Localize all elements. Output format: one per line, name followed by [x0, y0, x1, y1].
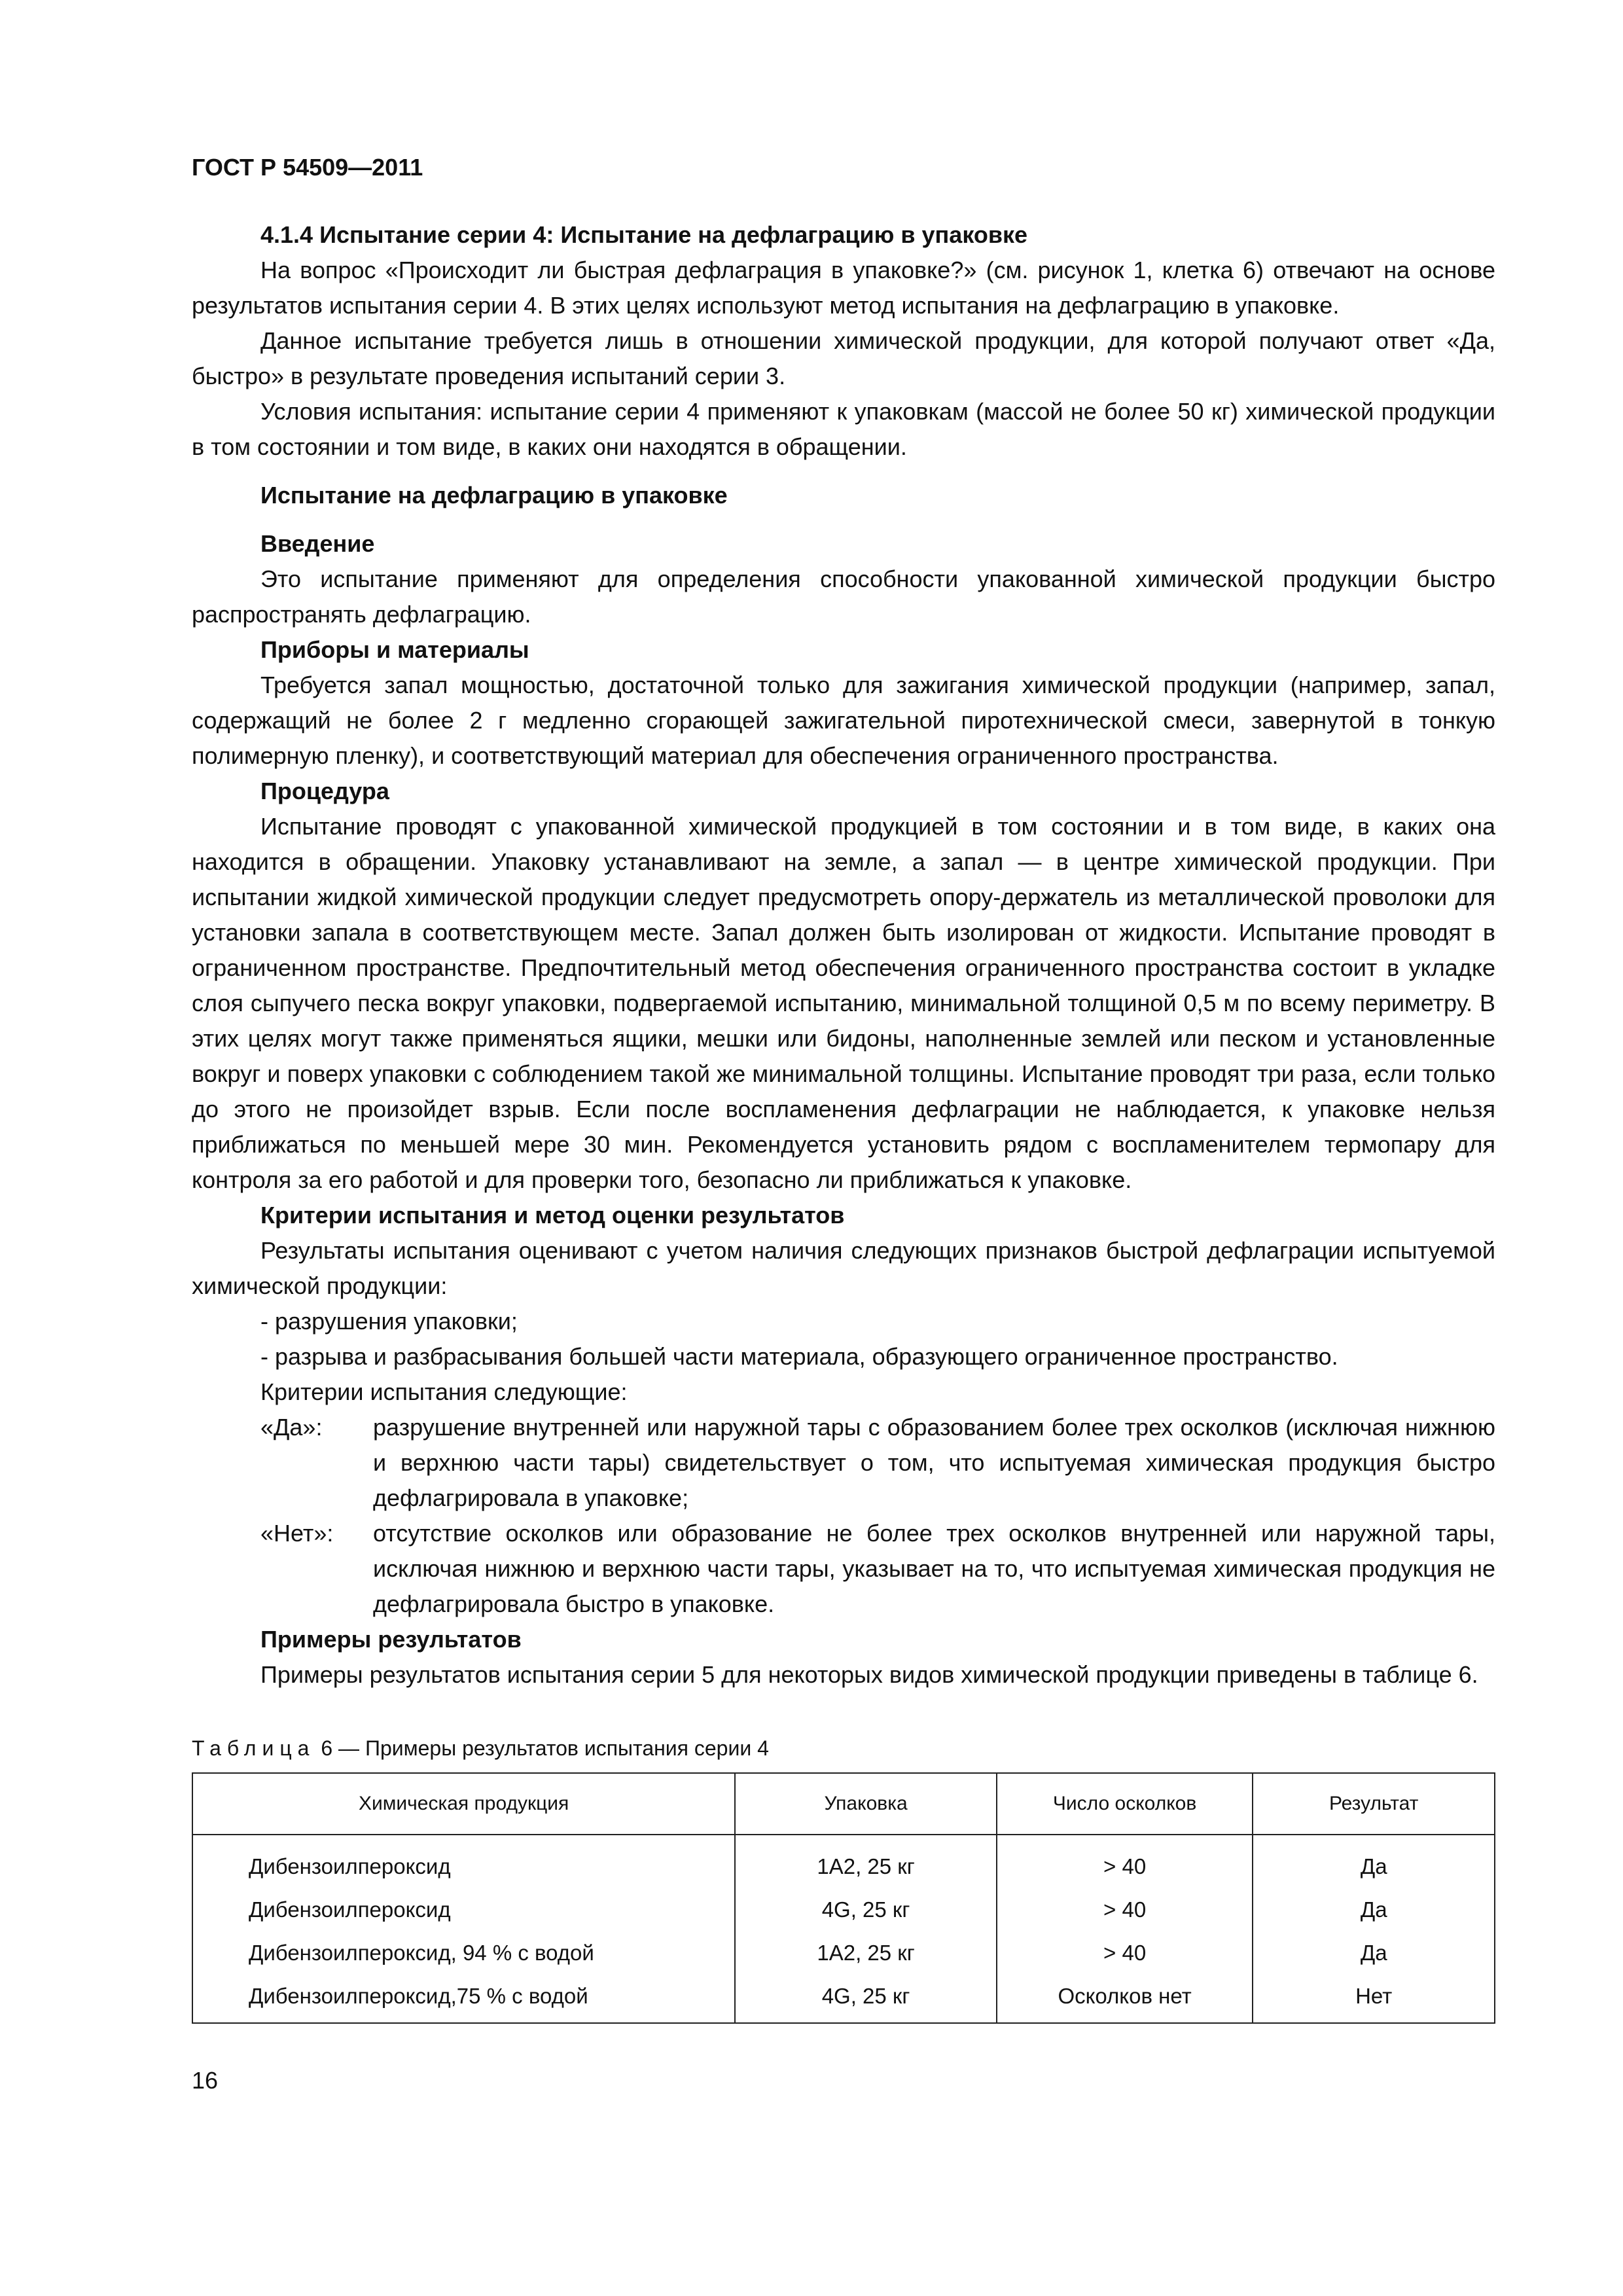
- criteria-intro: Критерии испытания следующие:: [260, 1378, 628, 1405]
- column-header-result: Результат: [1253, 1773, 1495, 1835]
- criterion-no: [260, 1516, 1495, 1622]
- criterion-yes-key: «Да»:: [260, 1414, 323, 1441]
- apparatus-text: Требуется запал мощностью, достаточной только для зажигания химической продукции (например, запал, содержащий не более 2 г медленно сгорающей зажигательной пиротехнической смеси, завернутой в тонкую полимерную пленку), и соответствующий материал для обеспечения ограниченного пространства.: [192, 672, 1495, 769]
- document-code: ГОСТ Р 54509—2011: [192, 154, 423, 181]
- cell-package: 4G, 25 кг: [735, 1975, 997, 2023]
- document-page: [192, 151, 1495, 2024]
- cell-product: Дибензоилпероксид: [192, 1888, 735, 1931]
- examples-heading: Примеры результатов: [260, 1626, 522, 1653]
- cell-result: Нет: [1253, 1975, 1495, 2023]
- criterion-no-key: «Нет»:: [260, 1520, 334, 1547]
- table-row: [192, 1975, 1495, 2023]
- criterion-yes-text: разрушение внутренней или наружной тары с образованием более трех осколков (исключая нижнюю и верхнюю части тары) свидетельствует о том, что испытуемая химическая продукция быстро дефлагрировала в упаковке;: [373, 1414, 1495, 1511]
- cell-fragments: > 40: [997, 1888, 1253, 1931]
- cell-result: Да: [1253, 1888, 1495, 1931]
- criterion-no-text: отсутствие осколков или образование не более трех осколков внутренней или наружной тары, исключая нижнюю и верхнюю части тары, указывает на то, что испытуемая химическая продукция не дефлагрировала быстро в упаковке.: [373, 1520, 1495, 1617]
- page-number: 16: [192, 2067, 219, 2094]
- criteria-list-item-1: - разрушения упаковки;: [260, 1308, 518, 1335]
- section-paragraph-1: На вопрос «Происходит ли быстрая дефлаграция в упаковке?» (см. рисунок 1, клетка 6) отвечают на основе результатов испытания серии 4. В этих целях используют метод испытания на дефлаграцию в упаковке.: [192, 257, 1495, 319]
- criteria-heading: Критерии испытания и метод оценки результатов: [260, 1202, 845, 1229]
- criterion-yes: [260, 1410, 1495, 1516]
- cell-result: Да: [1253, 1931, 1495, 1975]
- cell-result: Да: [1253, 1835, 1495, 1888]
- table-caption: [192, 1732, 1495, 1765]
- column-header-product: Химическая продукция: [192, 1773, 735, 1835]
- cell-product: Дибензоилпероксид: [192, 1835, 735, 1888]
- cell-package: 1А2, 25 кг: [735, 1931, 997, 1975]
- cell-product: Дибензоилпероксид,75 % с водой: [192, 1975, 735, 2023]
- table-caption-label: Таблица: [192, 1736, 315, 1760]
- criteria-text: Результаты испытания оценивают с учетом наличия следующих признаков быстрой дефлаграции испытуемой химической продукции:: [192, 1237, 1495, 1299]
- table-row: [192, 1931, 1495, 1975]
- cell-fragments: > 40: [997, 1835, 1253, 1888]
- column-header-package: Упаковка: [735, 1773, 997, 1835]
- intro-text: Это испытание применяют для определения способности упакованной химической продукции быстро распространять дефлаграцию.: [192, 565, 1495, 628]
- table-row: [192, 1835, 1495, 1888]
- apparatus-heading: Приборы и материалы: [260, 636, 529, 663]
- procedure-heading: Процедура: [260, 778, 389, 804]
- table-row: [192, 1888, 1495, 1931]
- cell-fragments: > 40: [997, 1931, 1253, 1975]
- section-paragraph-3: Условия испытания: испытание серии 4 применяют к упаковкам (массой не более 50 кг) химической продукции в том состоянии и том виде, в каких они находятся в обращении.: [192, 398, 1495, 460]
- section-title: 4.1.4 Испытание серии 4: Испытание на дефлаграцию в упаковке: [260, 221, 1028, 248]
- table-header-row: [192, 1773, 1495, 1835]
- table-caption-text: 6 — Примеры результатов испытания серии 4: [315, 1736, 769, 1760]
- results-table: [192, 1772, 1495, 2024]
- cell-package: 1А2, 25 кг: [735, 1835, 997, 1888]
- procedure-text: Испытание проводят с упакованной химической продукцией в том состоянии и в том виде, в каких она находится в обращении. Упаковку устанавливают на земле, а запал — в центре химической продукции. При испытании жидкой химической продукции следует предусмотреть опору-держатель из металлической проволоки для установки запала в соответствующем месте. Запал должен быть изолирован от жидкости. Испытание проводят в ограниченном пространстве. Предпочтительный метод обеспечения ограниченного пространства состоит в укладке слоя сыпучего песка вокруг упаковки, подвергаемой испытанию, минимальной толщиной 0,5 м по всему периметру. В этих целях могут также применяться ящики, мешки или бидоны, наполненные землей или песком и установленные вокруг и поверх упаковки с соблюдением такой же минимальной толщины. Испытание проводят три раза, если только до этого не произойдет взрыв. Если после воспламенения дефлаграции не наблюдается, к упаковке нельзя приближаться по меньшей мере 30 мин. Рекомендуется установить рядом с воспламенителем термопару для контроля за его работой и для проверки того, безопасно ли приближаться к упаковке.: [192, 813, 1495, 1193]
- cell-package: 4G, 25 кг: [735, 1888, 997, 1931]
- criteria-list-item-2: - разрыва и разбрасывания большей части материала, образующего ограниченное пространство.: [260, 1343, 1338, 1370]
- cell-fragments: Осколков нет: [997, 1975, 1253, 2023]
- examples-text: Примеры результатов испытания серии 5 для некоторых видов химической продукции приведены в таблице 6.: [260, 1661, 1478, 1688]
- column-header-fragments: Число осколков: [997, 1773, 1253, 1835]
- cell-product: Дибензоилпероксид, 94 % с водой: [192, 1931, 735, 1975]
- intro-heading: Введение: [260, 530, 375, 557]
- section-paragraph-2: Данное испытание требуется лишь в отношении химической продукции, для которой получают ответ «Да, быстро» в результате проведения испытаний серии 3.: [192, 327, 1495, 389]
- test-title: Испытание на дефлаграцию в упаковке: [260, 482, 728, 509]
